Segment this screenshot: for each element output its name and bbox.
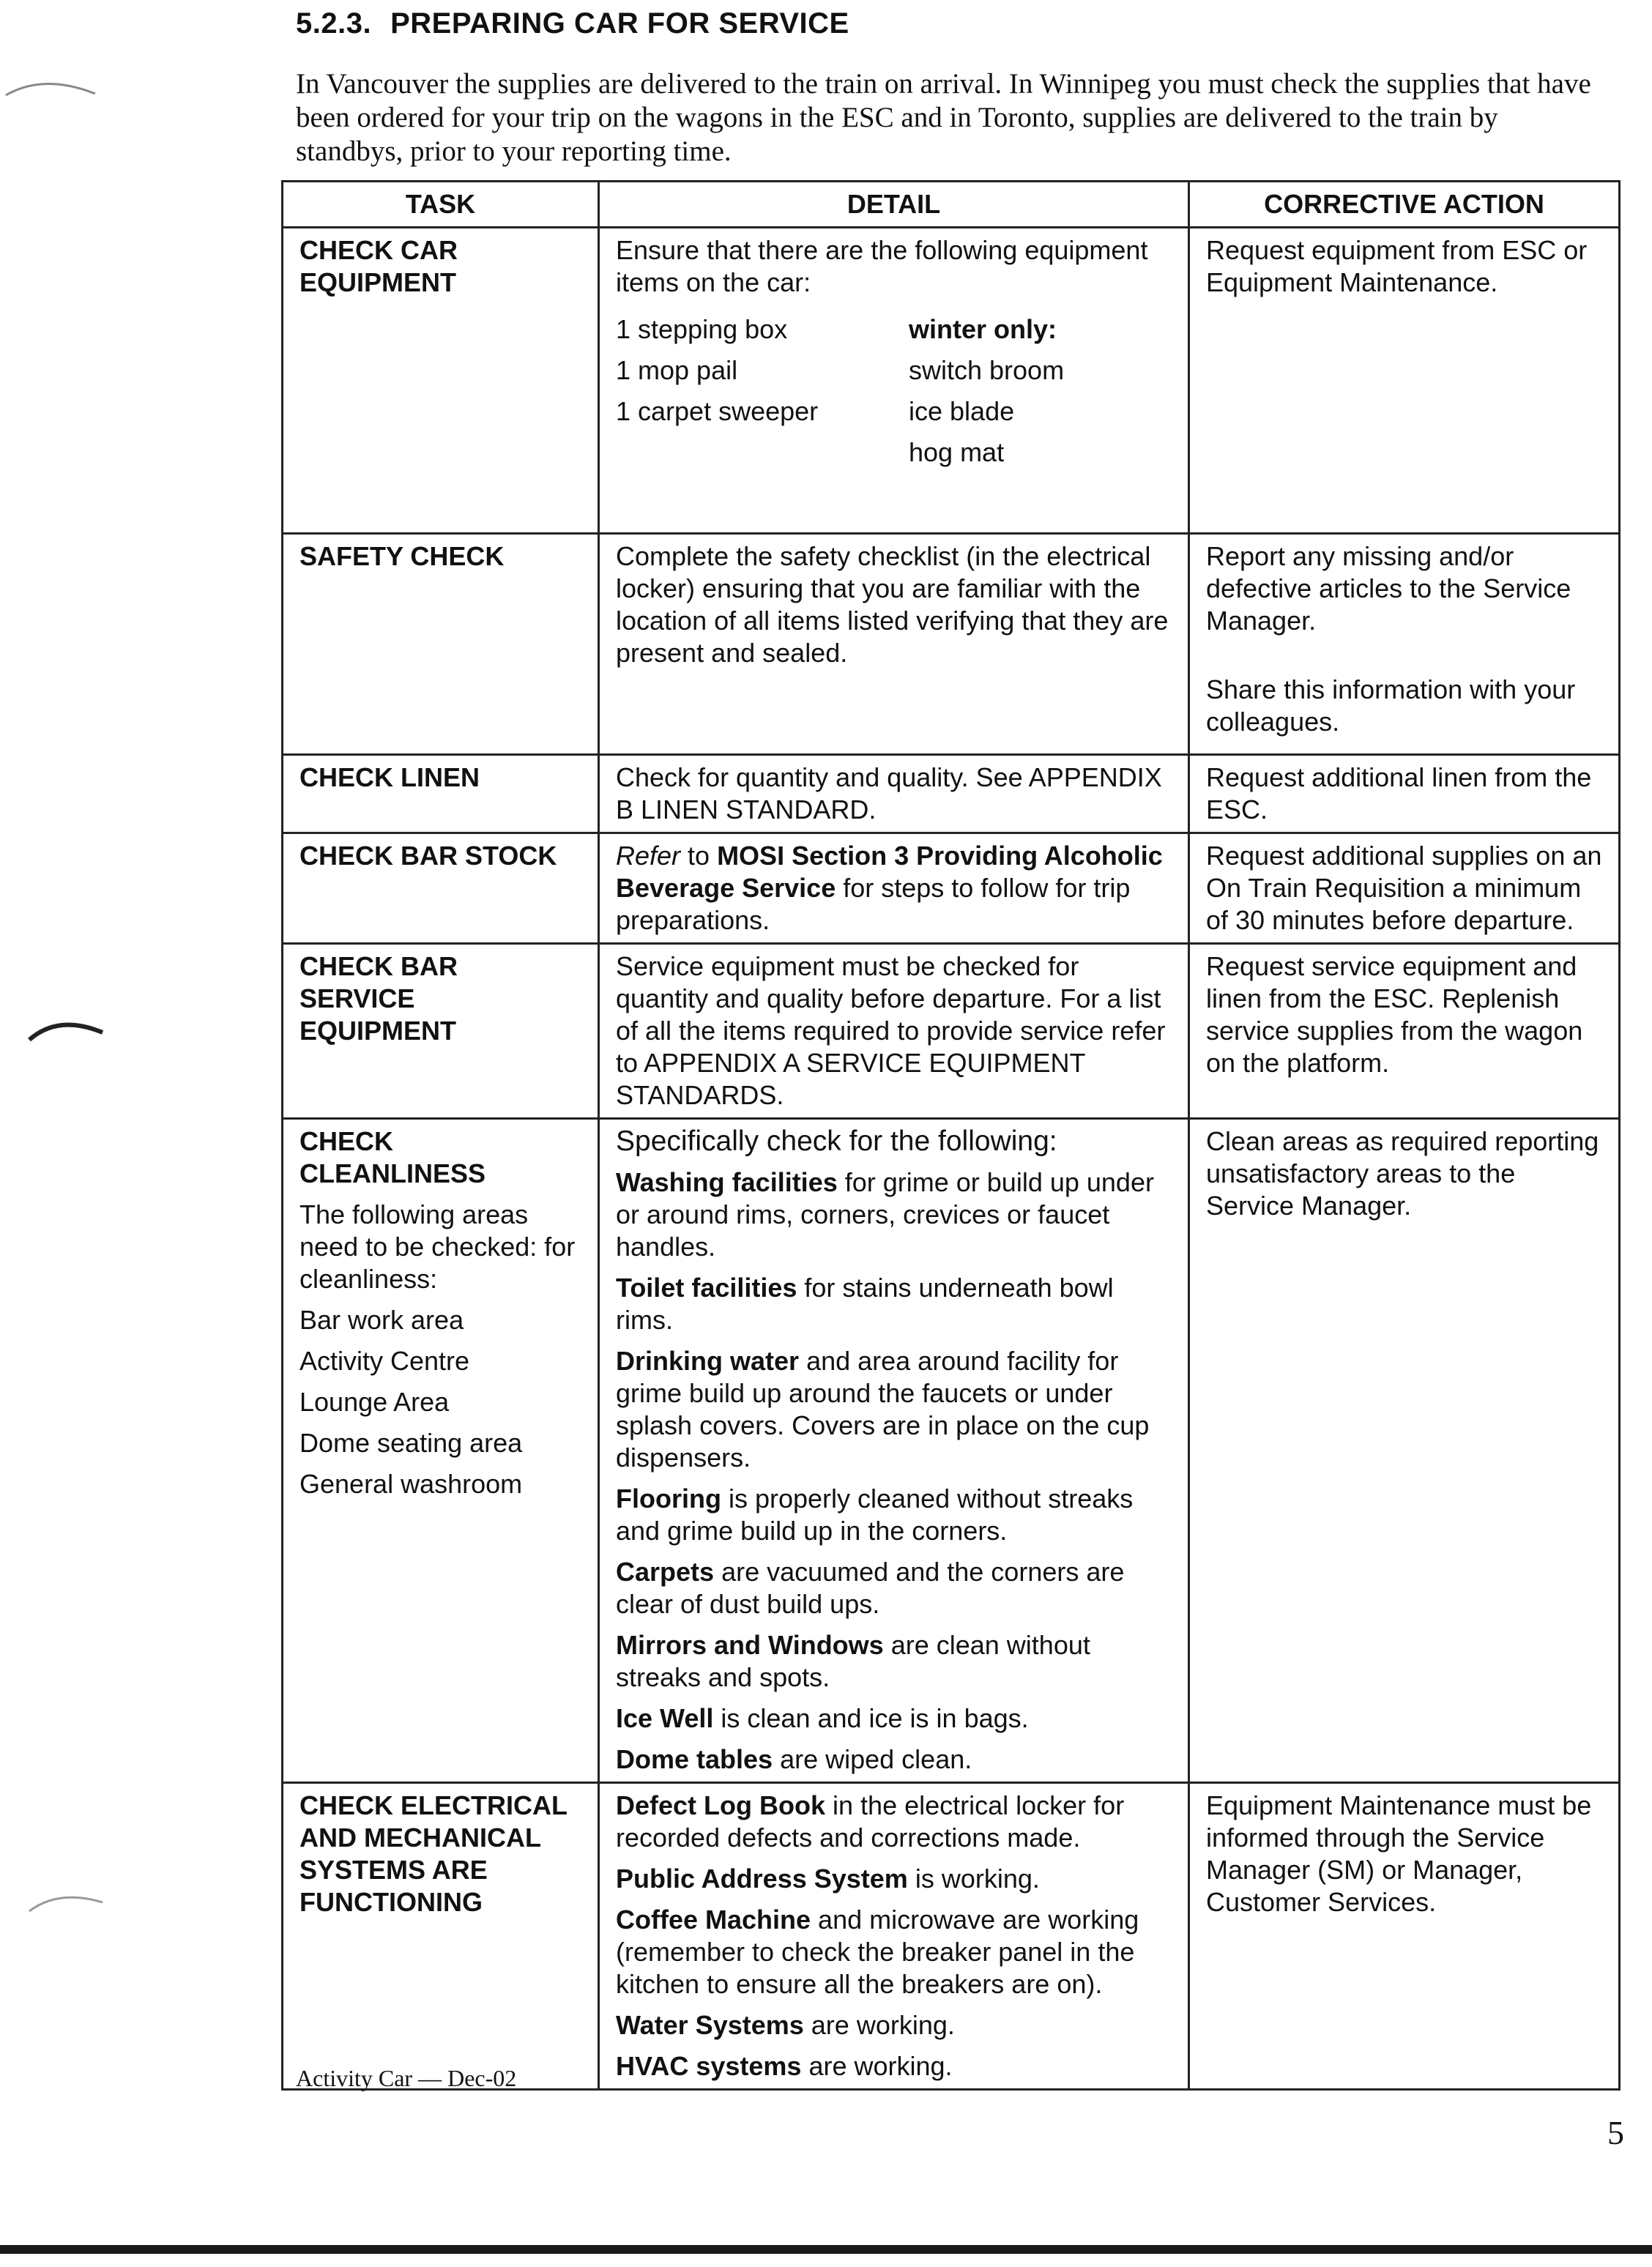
table-header-row: [283, 182, 1620, 228]
action-cell: Request service equipment and linen from the ESC. Replenish service supplies from the wagon on the platform.: [1189, 944, 1620, 1119]
area-item: Lounge Area: [299, 1387, 450, 1417]
check-item: Dome tables are wiped clean.: [616, 1744, 972, 1774]
check-item: Public Address System is working.: [616, 1864, 1040, 1894]
page-footer: Activity Car — Dec-02: [296, 2065, 517, 2091]
action-cell: Clean areas as required reporting unsatisfactory areas to the Service Manager.: [1189, 1119, 1620, 1783]
mosi-reference: MOSI Section 3 Providing Alcoholic Beverage Service: [616, 841, 1163, 903]
task-cell: CHECK ELECTRICAL AND MECHANICAL SYSTEMS ARE FUNCTIONING: [283, 1783, 599, 2090]
header-corrective-action: CORRECTIVE ACTION: [1189, 182, 1620, 228]
action-cell: Request additional supplies on an On Train Requisition a minimum of 30 minutes before departure.: [1189, 833, 1620, 944]
check-item: Washing facilities for grime or build up under or around rims, corners, crevices or faucet handles.: [616, 1167, 1154, 1262]
check-item: HVAC systems are working.: [616, 2051, 953, 2081]
table-row: [283, 1783, 1620, 2090]
check-item: Water Systems are working.: [616, 2010, 955, 2040]
detail-cell: Specifically check for the following: Washing facilities for grime or build up under or around rims, corners, crevices or faucet handles. Toilet facilities for stains underneath bowl rims. Drinking water and area around facility for grime build up around the faucets or under splash covers. Covers are in place on the cup dispensers. Flooring is properly cleaned without streaks and grime build up in the corners. Carpets are vacuumed and the corners are clear of dust build ups. Mirrors and Windows are clean without streaks and spots. Ice Well is clean and ice is in bags. Dome tables are wiped clean.: [599, 1119, 1189, 1783]
detail-cell: Refer to MOSI Section 3 Providing Alcoholic Beverage Service for steps to follow for trip preparations.: [599, 833, 1189, 944]
task-cell: CHECK LINEN: [283, 755, 599, 833]
check-item: Toilet facilities for stains underneath bowl rims.: [616, 1273, 1114, 1335]
table-row: [283, 1119, 1620, 1783]
detail-cell: Ensure that there are the following equipment items on the car: 1 stepping box winter only: 1 mop pail switch broom 1 carpet sweeper ice blade hog mat: [599, 228, 1189, 534]
task-cell: CHECK BAR STOCK: [283, 833, 599, 944]
action-cell: Request additional linen from the ESC.: [1189, 755, 1620, 833]
table-row: [283, 534, 1620, 755]
action-cell: Report any missing and/or defective articles to the Service Manager. Share this information with your colleagues.: [1189, 534, 1620, 755]
section-heading: [296, 7, 849, 40]
task-cell: SAFETY CHECK: [283, 534, 599, 755]
area-item: Activity Centre: [299, 1346, 470, 1376]
section-title: PREPARING CAR FOR SERVICE: [390, 7, 849, 40]
check-item: Flooring is properly cleaned without streaks and grime build up in the corners.: [616, 1484, 1134, 1546]
intro-paragraph: In Vancouver the supplies are delivered to the train on arrival. In Winnipeg you must check the supplies that have been ordered for your trip on the wagons in the ESC and in Toronto, supplies are delivered to the train by standbys, prior to your reporting time.: [296, 68, 1591, 167]
detail-cell: Check for quantity and quality. See APPENDIX B LINEN STANDARD.: [599, 755, 1189, 833]
task-note: The following areas need to be checked: for cleanliness:: [299, 1199, 576, 1294]
task-cell: CHECK BAR SERVICE EQUIPMENT: [283, 944, 599, 1119]
header-task: TASK: [283, 182, 599, 228]
detail-cell: [599, 1783, 1189, 2090]
action-cell: Request equipment from ESC or Equipment Maintenance.: [1189, 228, 1620, 534]
check-item: Coffee Machine and microwave are working (remember to check the breaker panel in the kitchen to ensure all the breakers are on).: [616, 1905, 1139, 1999]
binder-hole-mark: [0, 59, 110, 117]
header-detail: DETAIL: [599, 182, 1189, 228]
equipment-list: 1 stepping box winter only: 1 mop pail switch broom 1 carpet sweeper ice blade hog mat: [616, 314, 1065, 467]
check-item: Drinking water and area around facility for grime build up around the faucets or under splash covers. Covers are in place on the cup dispensers.: [616, 1346, 1150, 1473]
table-row: [283, 228, 1620, 534]
table-row: [283, 944, 1620, 1119]
task-cell: CHECK CLEANLINESS The following areas need to be checked: for cleanliness: Bar work area Activity Centre Lounge Area Dome seating area General washroom: [283, 1119, 599, 1783]
scan-edge-line: [0, 2245, 1652, 2254]
area-item: Dome seating area: [299, 1428, 523, 1458]
page-number: 5: [1607, 2114, 1624, 2151]
table-row: [283, 755, 1620, 833]
binder-hole-mark: [0, 1867, 110, 1926]
check-item: Defect Log Book in the electrical locker for recorded defects and corrections made.: [616, 1790, 1125, 1853]
check-item: Ice Well is clean and ice is in bags.: [616, 1703, 1029, 1733]
task-cell: CHECK CAR EQUIPMENT: [283, 228, 599, 534]
detail-cell: Service equipment must be checked for quantity and quality before departure. For a list of all the items required to provide service refer to APPENDIX A SERVICE EQUIPMENT STANDARDS.: [599, 944, 1189, 1119]
check-item: Carpets are vacuumed and the corners are clear of dust build ups.: [616, 1557, 1125, 1619]
area-item: General washroom: [299, 1469, 523, 1499]
section-number: 5.2.3.: [296, 7, 372, 40]
check-item: Mirrors and Windows are clean without streaks and spots.: [616, 1630, 1090, 1692]
binder-hole-mark: [0, 996, 110, 1054]
table-row: [283, 833, 1620, 944]
service-prep-table: [281, 180, 1621, 2091]
detail-cell: Complete the safety checklist (in the electrical locker) ensuring that you are familiar with the location of all items listed verifying that they are present and sealed.: [599, 534, 1189, 755]
action-cell: Equipment Maintenance must be informed through the Service Manager (SM) or Manager, Customer Services.: [1189, 1783, 1620, 2090]
area-item: Bar work area: [299, 1305, 464, 1335]
